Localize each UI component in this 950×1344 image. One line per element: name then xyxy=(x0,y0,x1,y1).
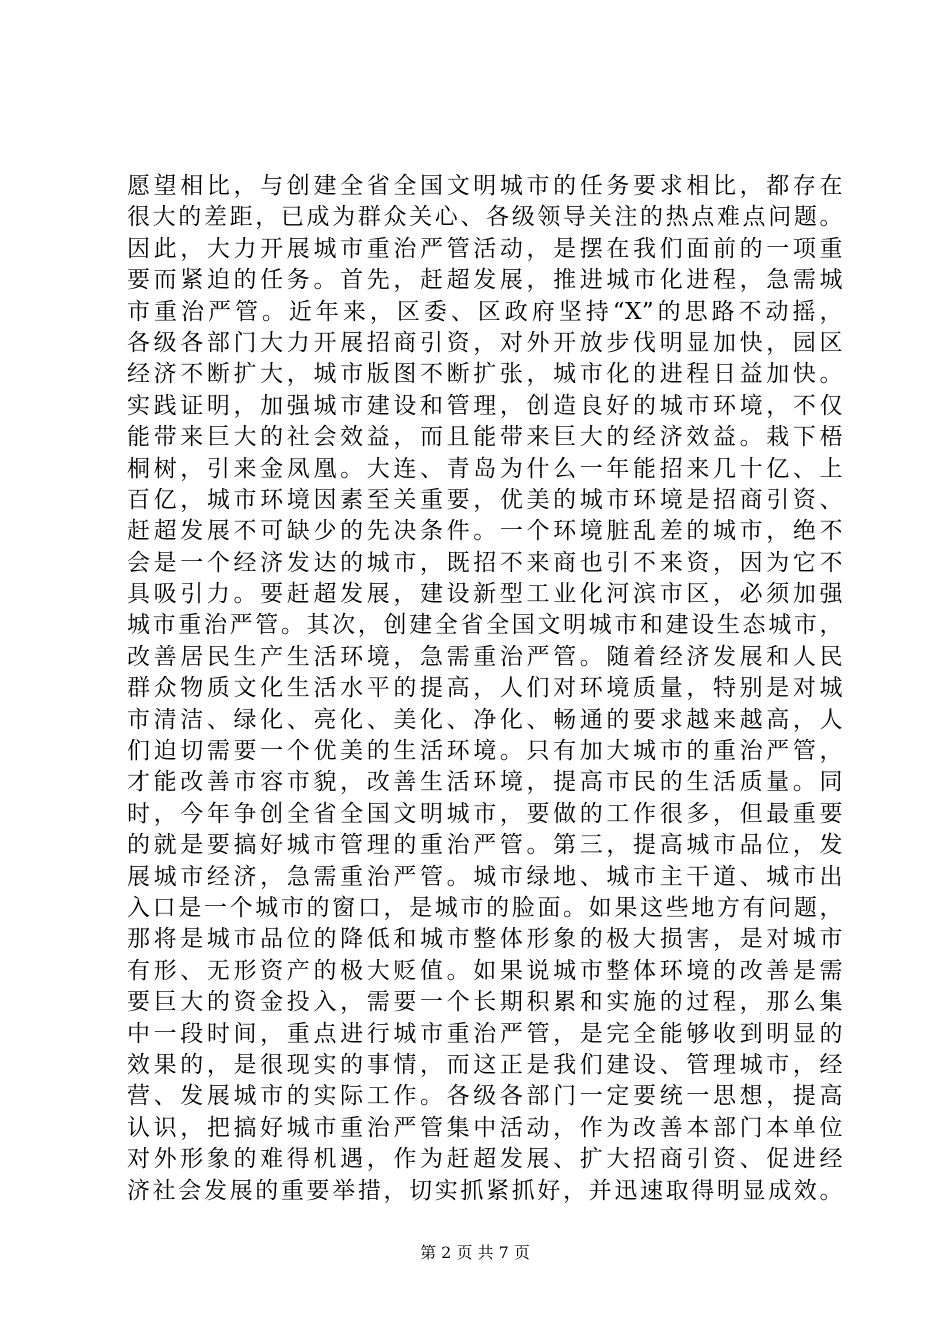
text-line: 实践证明，加强城市建设和管理，创造良好的城市环境，不仅 xyxy=(127,392,843,419)
text-line: 入口是一个城市的窗口，是城市的脸面。如果这些地方有问题， xyxy=(127,894,843,921)
text-line: 赶超发展不可缺少的先决条件。一个环境脏乱差的城市，绝不 xyxy=(127,518,843,545)
text-line: 有形、无形资产的极大贬值。如果说城市整体环境的改善是需 xyxy=(127,957,843,984)
text-line: 具吸引力。要赶超发展，建设新型工业化河滨市区，必须加强 xyxy=(127,581,843,608)
text-line: 因此，大力开展城市重治严管活动，是摆在我们面前的一项重 xyxy=(127,235,843,262)
text-line: 桐树，引来金凤凰。大连、青岛为什么一年能招来几十亿、上 xyxy=(127,455,843,482)
text-line: 经济不断扩大，城市版图不断扩张，城市化的进程日益加快。 xyxy=(127,361,843,388)
text-line: 愿望相比，与创建全省全国文明城市的任务要求相比，都存在 xyxy=(127,173,843,199)
text-line: 要巨大的资金投入，需要一个长期积累和实施的过程，那么集 xyxy=(127,989,843,1016)
text-line: 的就是要搞好城市管理的重治严管。第三，提高城市品位，发 xyxy=(127,832,843,859)
text-line: 中一段时间，重点进行城市重治严管，是完全能够收到明显的 xyxy=(127,1020,843,1047)
text-line: 们迫切需要一个优美的生活环境。只有加大城市的重治严管， xyxy=(127,738,843,765)
text-line: 济社会发展的重要举措，切实抓紧抓好，并迅速取得明显成效。 xyxy=(127,1177,843,1204)
text-line: 很大的差距，已成为群众关心、各级领导关注的热点难点问题。 xyxy=(127,204,843,231)
text-line: 城市重治严管。其次，创建全省全国文明城市和建设生态城市， xyxy=(127,612,843,639)
text-line: 各级各部门大力开展招商引资，对外开放步伐明显加快，园区 xyxy=(127,329,843,356)
text-line: 群众物质文化生活水平的提高，人们对环境质量，特别是对城 xyxy=(127,675,843,702)
text-line: 改善居民生产生活环境，急需重治严管。随着经济发展和人民 xyxy=(127,643,843,670)
text-line: 会是一个经济发达的城市，既招不来商也引不来资，因为它不 xyxy=(127,549,843,576)
text-line: 认识，把搞好城市重治严管集中活动，作为改善本部门本单位 xyxy=(127,1114,843,1141)
body-text xyxy=(127,171,843,1207)
text-line: 展城市经济，急需重治严管。城市绿地、城市主干道、城市出 xyxy=(127,863,843,890)
text-line: 要而紧迫的任务。首先，赶超发展，推进城市化进程，急需城 xyxy=(127,267,843,294)
text-line: 才能改善市容市貌，改善生活环境，提高市民的生活质量。同 xyxy=(127,769,843,796)
text-line: 市清洁、绿化、亮化、美化、净化、畅通的要求越来越高，人 xyxy=(127,706,843,733)
text-line: 时，今年争创全省全国文明城市，要做的工作很多，但最重要 xyxy=(127,800,843,827)
text-line: 能带来巨大的社会效益，而且能带来巨大的经济效益。栽下梧 xyxy=(127,424,843,451)
text-line: 百亿，城市环境因素至关重要，优美的城市环境是招商引资、 xyxy=(127,486,843,513)
text-line: 效果的，是很现实的事情，而这正是我们建设、管理城市，经 xyxy=(127,1051,843,1078)
text-line: 对外形象的难得机遇，作为赶超发展、扩大招商引资、促进经 xyxy=(127,1146,843,1173)
text-line: 营、发展城市的实际工作。各级各部门一定要统一思想，提高 xyxy=(127,1083,843,1110)
text-line: 市重治严管。近年来，区委、区政府坚持“X”的思路不动摇， xyxy=(127,298,843,325)
text-line: 那将是城市品位的降低和城市整体形象的极大损害，是对城市 xyxy=(127,926,843,953)
page-footer: 第 2 页 共 7 页 xyxy=(420,1243,530,1262)
